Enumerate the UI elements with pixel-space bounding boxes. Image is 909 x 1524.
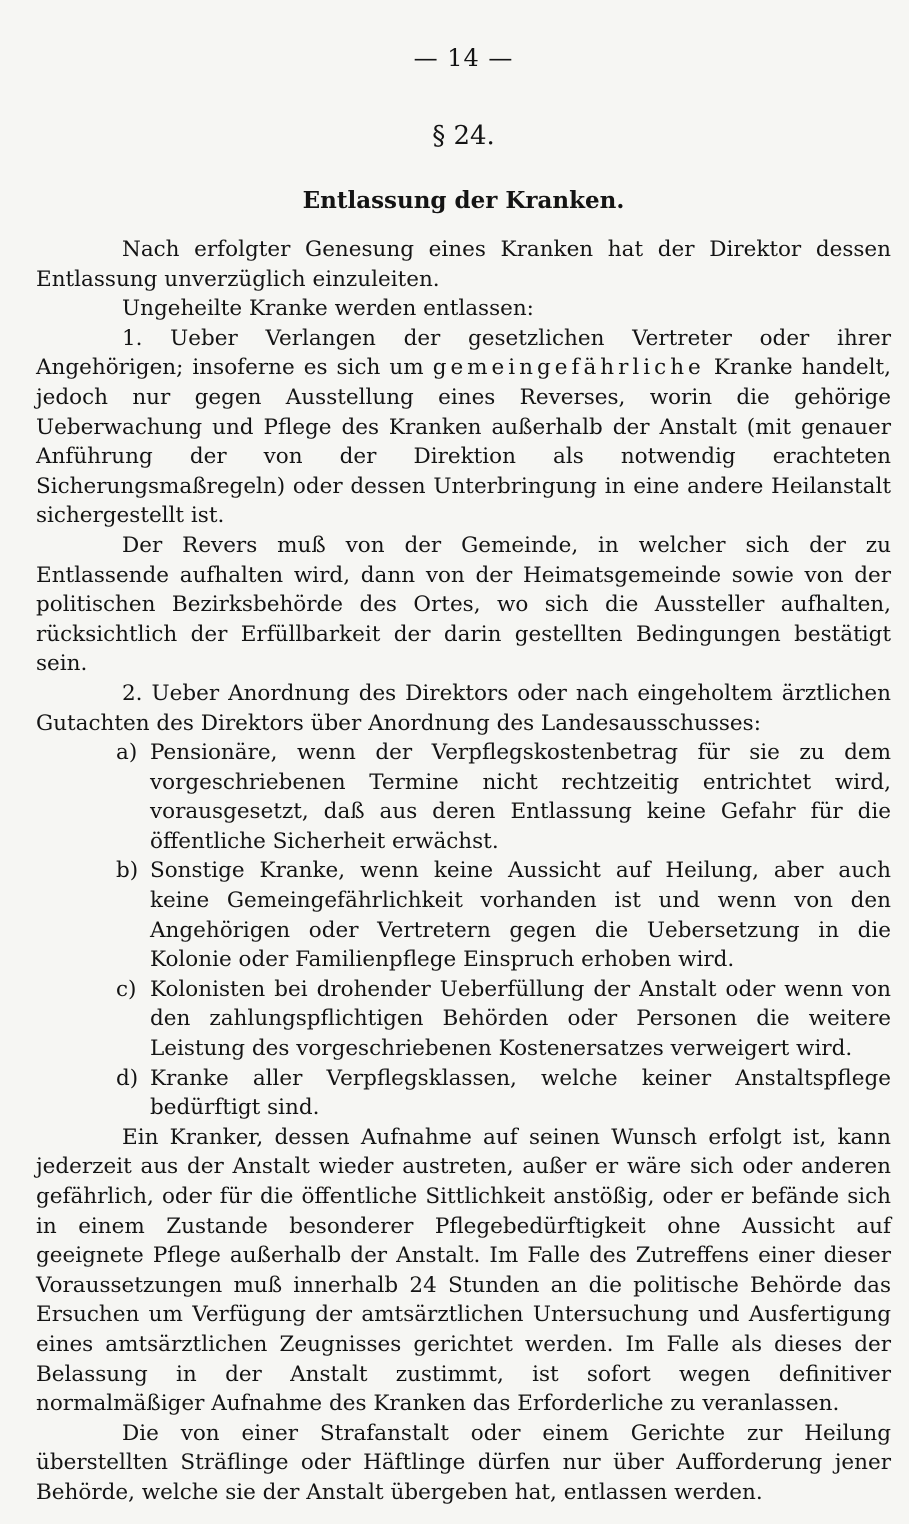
list-item-label: a): [116, 740, 138, 766]
list-item-text: Kolonisten bei drohender Ueberfüllung der Anstalt oder wenn von den zahlungspflichtigen Behörden oder Personen die weitere Leistung des vorgeschriebenen Kostenersatzes verweigert wird.: [150, 976, 891, 1062]
emphasized-term: gemeingefährliche: [432, 355, 705, 381]
list-item-c: [36, 975, 891, 1064]
list-item-text: Sonstige Kranke, wenn keine Aussicht auf Heilung, aber auch keine Gemeingefährlichkeit vorhanden ist und wenn von den Angehörigen oder Vertretern gegen die Uebersetzung in die Kolonie oder Familienpflege Einspruch erhoben wird.: [150, 858, 891, 973]
list-item-text: Pensionäre, wenn der Verpflegskostenbetrag für sie zu dem vorgeschriebenen Termine nicht rechtzeitig entrichtet wird, vorausgesetzt, daß aus deren Entlassung keine Gefahr für die öffentliche Sicherheit erwächst.: [150, 740, 891, 854]
body-text: [36, 235, 891, 1508]
list-item-label: c): [116, 976, 137, 1002]
paragraph-3: [36, 324, 891, 531]
section-heading: Entlassung der Kranken.: [302, 187, 625, 214]
paragraph-2: Ungeheilte Kranke werden entlassen:: [122, 296, 534, 322]
paragraph-7: Die von einer Strafanstalt oder einem Gerichte zur Heilung überstellten Sträflinge oder Häftlinge dürfen nur über Aufforderung jener Behörde, welche sie der Anstalt übergeben hat, entlassen werden.: [36, 1420, 891, 1505]
paragraph-6: Ein Kranker, dessen Aufnahme auf seinen Wunsch erfolgt ist, kann jederzeit aus der Anstalt wieder austreten, außer er wäre sich oder anderen gefährlich, oder für die öffentliche Sittlichkeit anstößig, oder er befände sich in einem Zustande besonderer Pflegebedürftigkeit ohne Aussicht auf geeignete Pflege außerhalb der Anstalt. Im Falle des Zutreffens einer dieser Voraussetzungen muß innerhalb 24 Stunden an die politische Behörde das Ersuchen um Verfügung der amtsärztlichen Untersuchung und Ausfertigung eines amtsärztlichen Zeugnisses gerichtet werden. Im Falle als dieses der Belassung in der Anstalt zustimmt, ist sofort wegen definitiver normalmäßiger Aufnahme des Kranken das Erforderliche zu veranlassen.: [36, 1124, 891, 1417]
list-item-text: Kranke aller Verpflegsklassen, welche keiner Anstaltspflege bedürftigt sind.: [150, 1065, 891, 1121]
paragraph-4: Der Revers muß von der Gemeinde, in welcher sich der zu Entlassende aufhalten wird, dann von der Heimatsgemeinde sowie von der politischen Bezirksbehörde des Ortes, wo sich die Aussteller aufhalten, rücksichtlich der Erfüllbarkeit der darin gestellten Bedingungen bestätigt sein.: [36, 532, 891, 677]
paragraph-1: Nach erfolgter Genesung eines Kranken hat der Direktor dessen Entlassung unverzüglich einzuleiten.: [36, 237, 891, 292]
list-item-a: [36, 738, 891, 856]
list-item-d: [36, 1064, 891, 1123]
list-item-label: b): [116, 858, 139, 884]
section-number: § 24.: [432, 121, 495, 151]
list-item-b: [36, 856, 891, 974]
paragraph-5: 2. Ueber Anordnung des Direktors oder nach eingeholtem ärztlichen Gutachten des Direktors über Anordnung des Landesausschusses:: [36, 680, 891, 736]
paragraph-3-rest: Kranke handelt, jedoch nur gegen Ausstellung eines Reverses, worin die gehörige Ueberwachung und Pflege des Kranken außerhalb der Anstalt (mit genauer Anführung der von der Direktion als notwendig erachteten Sicherungsmaßregeln) oder dessen Unterbringung in eine andere Heilanstalt sichergestellt ist.: [36, 355, 891, 529]
list-item-label: d): [116, 1065, 139, 1091]
paragraph-3-start: 1. Ueber Verlangen der gesetzlichen Vertreter oder ihrer Angehörigen; insoferne es sich um: [36, 325, 891, 381]
page-number: — 14 —: [413, 44, 514, 72]
